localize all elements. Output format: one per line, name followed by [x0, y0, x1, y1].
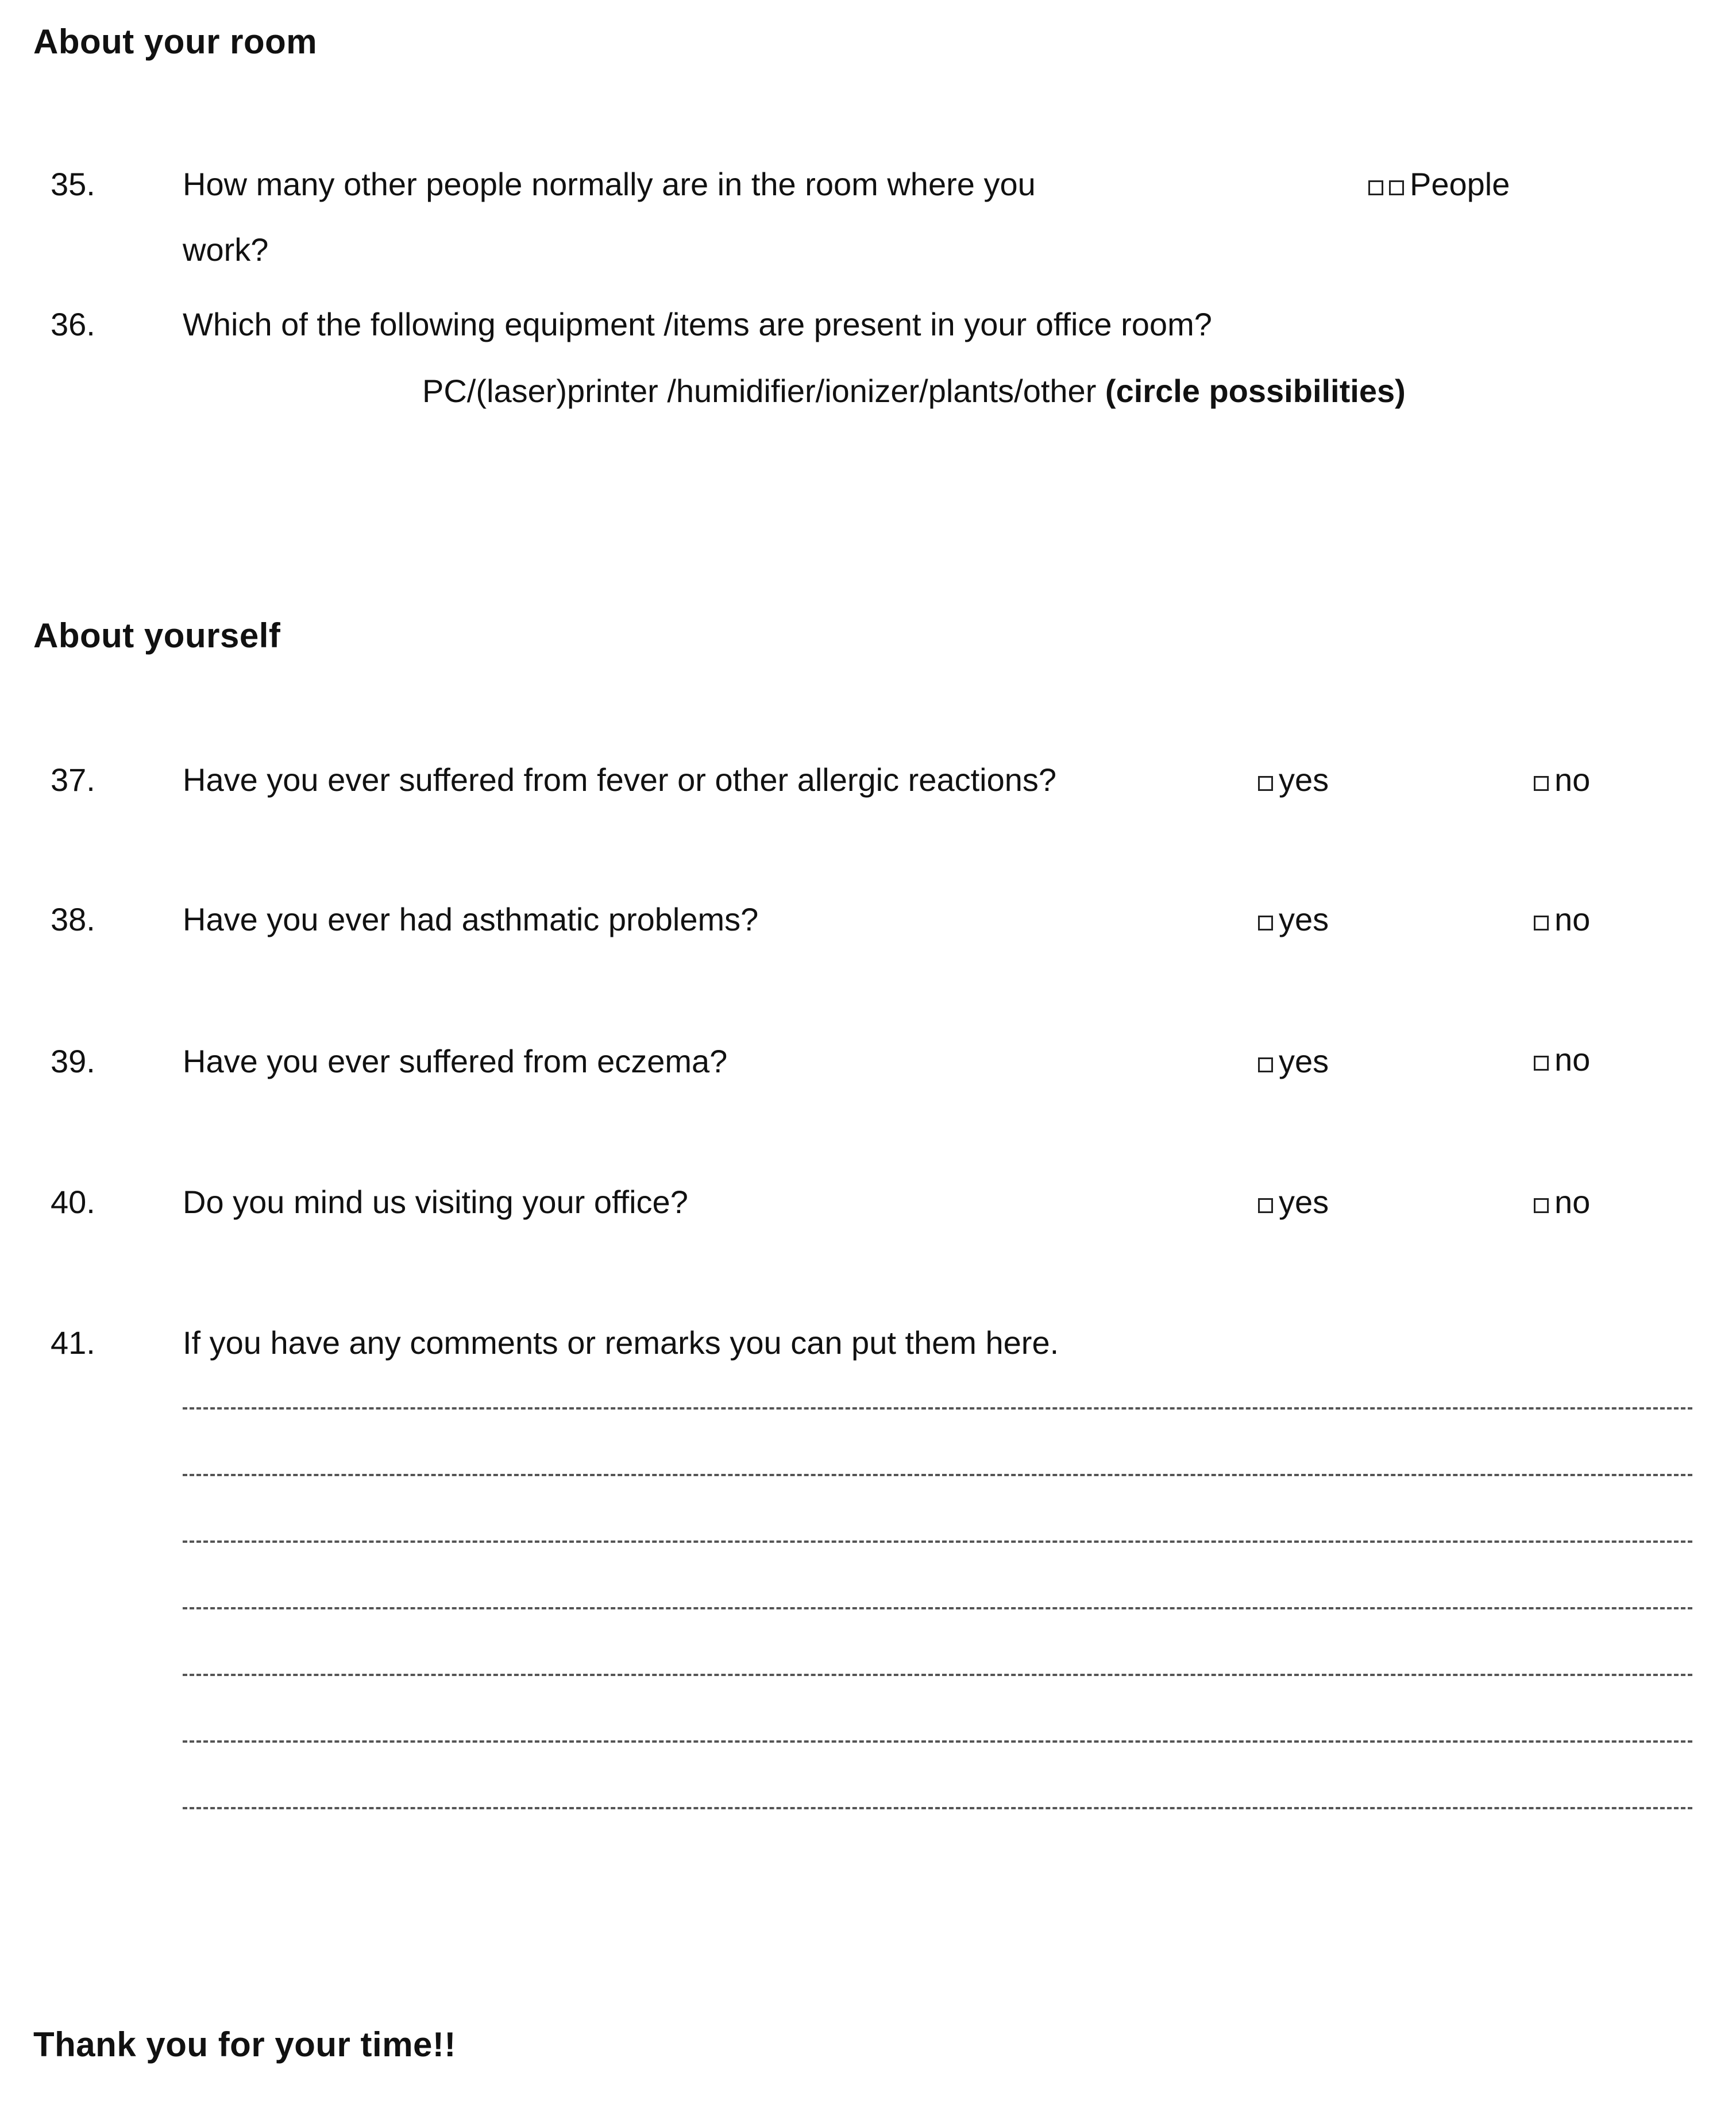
comment-line-1[interactable] [183, 1407, 1692, 1410]
question-35-text-line1: How many other people normally are in the room where you [183, 166, 1036, 202]
question-35-people-field[interactable] [1368, 165, 1510, 203]
no-label: no [1554, 1041, 1591, 1078]
comment-line-6[interactable] [183, 1740, 1692, 1743]
question-39-yes[interactable] [1258, 1043, 1329, 1080]
question-37-yes[interactable] [1258, 761, 1329, 798]
checkbox-icon[interactable] [1534, 916, 1549, 930]
question-40-text: Do you mind us visiting your office? [183, 1184, 688, 1220]
question-39-no[interactable] [1534, 1041, 1590, 1078]
checkbox-icon[interactable] [1258, 1198, 1273, 1213]
comment-line-2[interactable] [183, 1474, 1692, 1476]
question-36-options[interactable] [422, 372, 1406, 410]
question-40-number: 40. [51, 1184, 95, 1220]
question-41-text: If you have any comments or remarks you can put them here. [183, 1325, 1059, 1361]
question-40-yes[interactable] [1258, 1183, 1329, 1221]
question-35-number: 35. [51, 166, 95, 202]
checkbox-icon[interactable] [1368, 180, 1383, 195]
question-38-number: 38. [51, 901, 95, 937]
checkbox-icon[interactable] [1258, 916, 1273, 930]
question-39-text: Have you ever suffered from eczema? [183, 1043, 728, 1079]
question-39-number: 39. [51, 1043, 95, 1079]
comment-line-4[interactable] [183, 1607, 1692, 1609]
question-38-no[interactable] [1534, 901, 1590, 938]
question-37-text: Have you ever suffered from fever or other allergic reactions? [183, 762, 1057, 798]
question-36-text: Which of the following equipment /items are present in your office room? [183, 306, 1212, 342]
question-38-yes[interactable] [1258, 901, 1329, 938]
question-41-number: 41. [51, 1325, 95, 1361]
comment-line-7[interactable] [183, 1807, 1692, 1809]
question-36-number: 36. [51, 306, 95, 342]
circle-instruction: (circle possibilities) [1105, 373, 1406, 409]
equipment-options[interactable]: PC/(laser)printer /humidifier/ionizer/plants/other [422, 373, 1097, 409]
comment-line-3[interactable] [183, 1540, 1692, 1543]
section-heading-room: About your room [33, 22, 318, 61]
people-label: People [1410, 166, 1510, 202]
comment-line-5[interactable] [183, 1674, 1692, 1676]
closing-message: Thank you for your time!! [33, 2025, 456, 2064]
checkbox-icon[interactable] [1534, 1056, 1549, 1071]
yes-label: yes [1279, 762, 1329, 798]
section-heading-self: About yourself [33, 616, 281, 655]
question-40-no[interactable] [1534, 1183, 1590, 1221]
no-label: no [1554, 901, 1591, 937]
checkbox-icon[interactable] [1258, 1057, 1273, 1072]
question-38-text: Have you ever had asthmatic problems? [183, 901, 759, 937]
no-label: no [1554, 762, 1591, 798]
question-37-no[interactable] [1534, 761, 1590, 798]
yes-label: yes [1279, 1184, 1329, 1220]
checkbox-icon[interactable] [1389, 180, 1404, 195]
checkbox-icon[interactable] [1258, 776, 1273, 791]
checkbox-icon[interactable] [1534, 776, 1549, 791]
question-37-number: 37. [51, 762, 95, 798]
no-label: no [1554, 1184, 1591, 1220]
yes-label: yes [1279, 901, 1329, 937]
question-35-text-line2: work? [183, 231, 269, 268]
yes-label: yes [1279, 1043, 1329, 1079]
checkbox-icon[interactable] [1534, 1198, 1549, 1213]
